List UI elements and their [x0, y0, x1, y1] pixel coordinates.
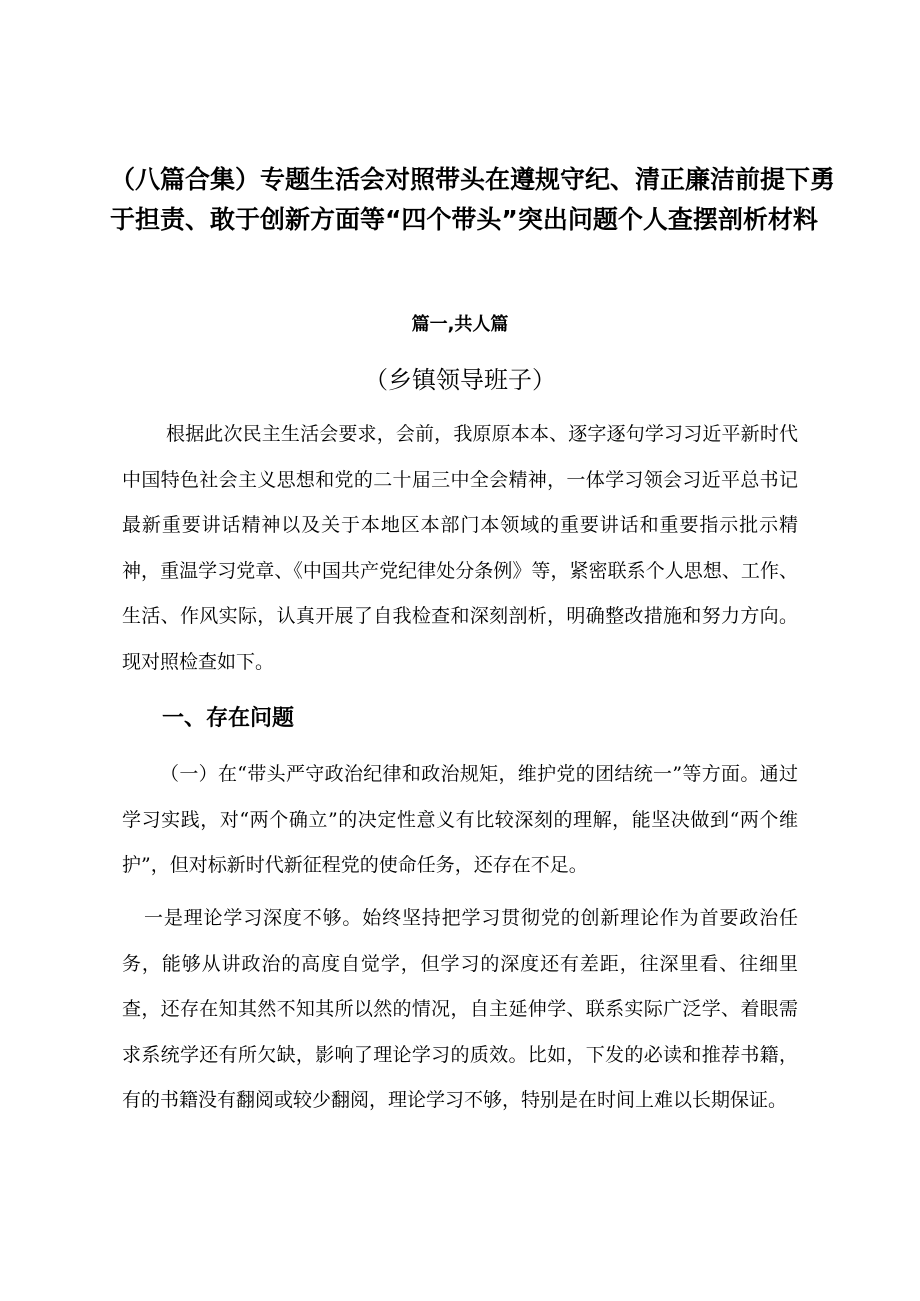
document-title-line-2: 于担责、敢于创新方面等“四个带头”突出问题个人查摆剖析材料 — [110, 205, 818, 234]
section-subtitle: （乡镇领导班子） — [364, 366, 556, 394]
section-label: 篇一,共人篇 — [411, 314, 509, 335]
intro-paragraph: 根据此次民主生活会要求，会前，我原原本本、逐字逐句学习习近平新时代中国特色社会主义思想和党的二十届三中全会精神，一体学习领会习近平总书记最新重要讲话精神以及关于本地区本部门本领域的重要讲话和重要指示批示精神，重温学习党章、《中国共产党纪律处分条例》等，紧密联系个人思想、工作、生活、作风实际，认真开展了自我检查和深刻剖析，明确整改措施和努力方向。现对照检查如下。 — [122, 423, 798, 673]
document-title — [110, 160, 836, 240]
heading-existing-problems: 一、存在问题 — [162, 706, 295, 731]
document-title-line-1: （八篇合集）专题生活会对照带头在遵规守纪、清正廉洁前提下勇 — [110, 165, 836, 194]
paragraph-item-1: （一）在“带头严守政治纪律和政治规矩，维护党的团结统一”等方面。通过学习实践，对“两个确立”的决定性意义有比较深刻的理解，能坚决做到“两个维护”，但对标新时代新征程党的使命任务，还存在不足。 — [122, 763, 798, 876]
paragraph-point-1: 一是理论学习深度不够。始终坚持把学习贯彻党的创新理论作为首要政治任务，能够从讲政治的高度自觉学，但学习的深度还有差距，往深里看、往细里查，还存在知其然不知其所以然的情况，自主延伸学、联系实际广泛学、着眼需求系统学还有所欠缺，影响了理论学习的质效。比如，下发的必读和推荐书籍，有的书籍没有翻阅或较少翻阅，理论学习不够，特别是在时间上难以长期保证。 — [122, 907, 798, 1111]
